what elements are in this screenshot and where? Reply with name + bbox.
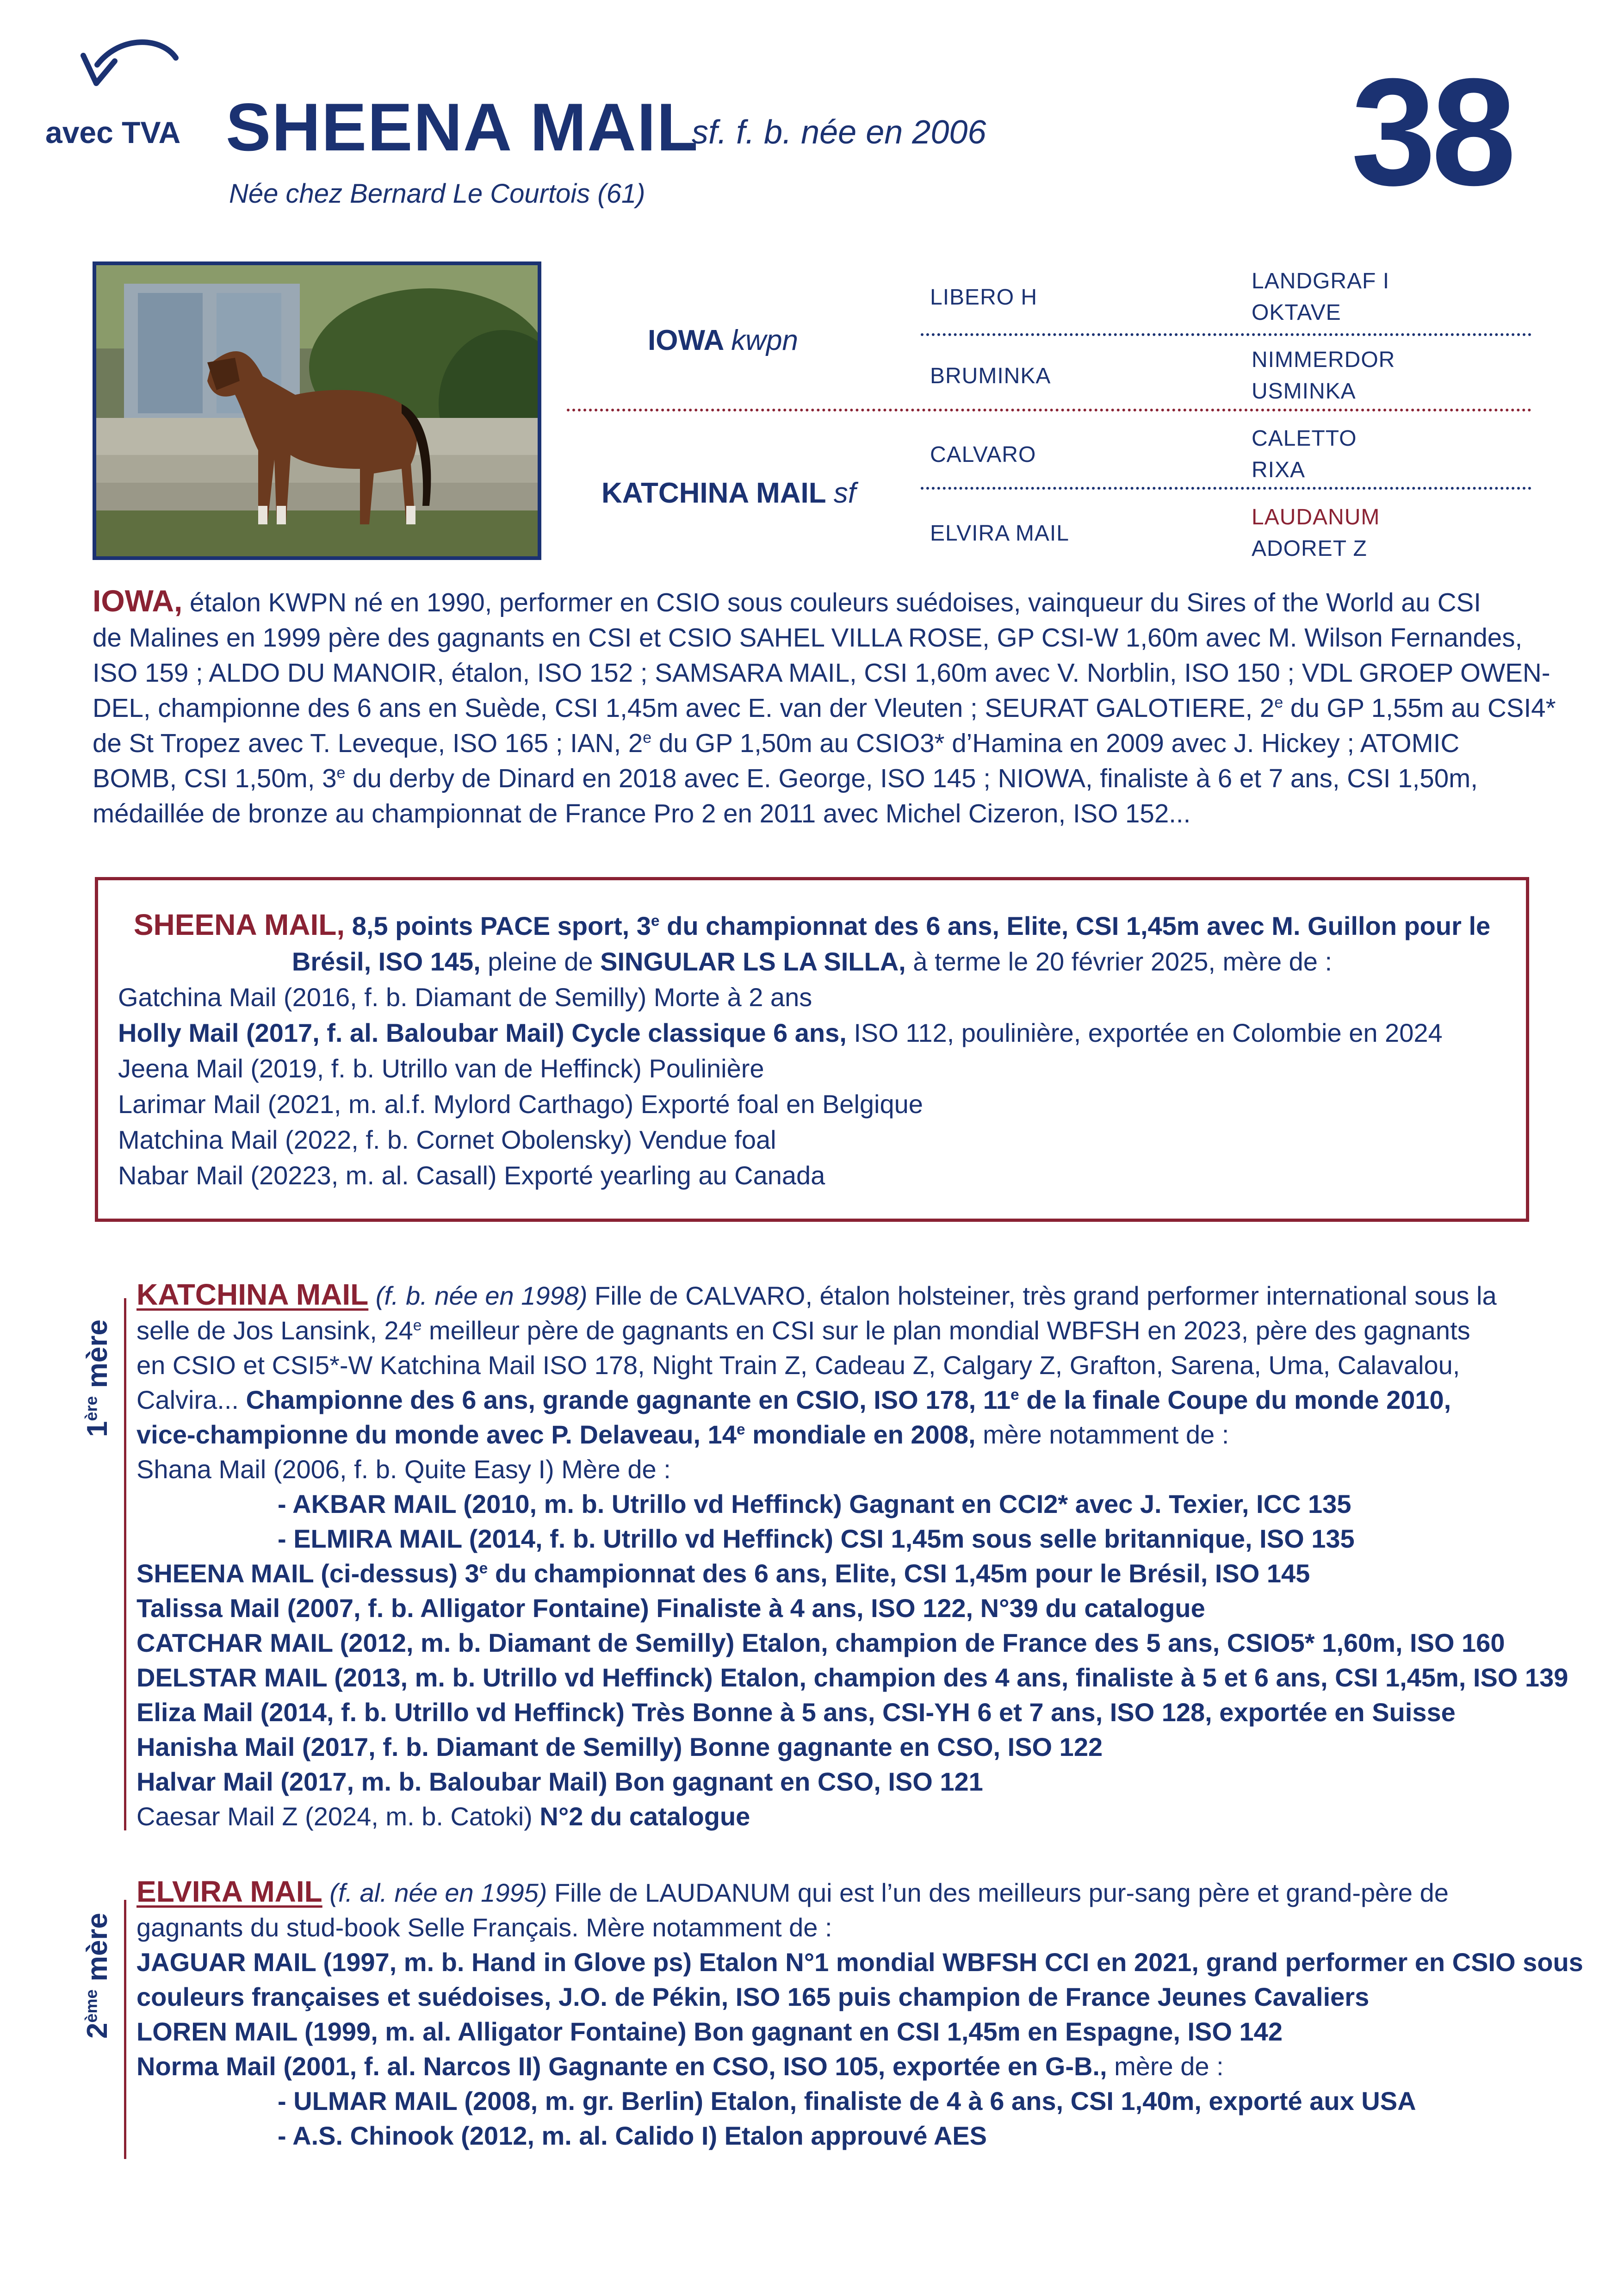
pedigree-great-grandparent: OKTAVE — [1252, 300, 1341, 325]
pedigree-great-grandparent: USMINKA — [1252, 379, 1356, 404]
pedigree-divider — [921, 333, 1531, 336]
pedigree-great-grandparent: NIMMERDOR — [1252, 348, 1395, 372]
pedigree-grandparent: BRUMINKA — [930, 364, 1051, 388]
pedigree-great-grandparent: RIXA — [1252, 458, 1306, 482]
second-dam-label: 2ème mère — [81, 1913, 113, 2039]
lot-number: 38 — [1351, 46, 1512, 217]
tva-label: avec TVA — [45, 115, 181, 149]
offspring-line: Larimar Mail (2021, m. al.f. Mylord Carthago) Exporté foal en Belgique — [118, 1089, 923, 1119]
page-title: SHEENA MAIL — [226, 89, 699, 165]
pedigree-great-grandparent: LANDGRAF I — [1252, 269, 1390, 293]
pedigree-grandparent: CALVARO — [930, 442, 1036, 467]
horse-photo-illustration — [96, 265, 538, 556]
second-dam-bar — [124, 1900, 126, 2159]
breeder-line: Née chez Bernard Le Courtois (61) — [229, 179, 645, 209]
pedigree-great-grandparent: LAUDANUM — [1252, 505, 1380, 529]
offspring-line: Jeena Mail (2019, f. b. Utrillo van de Heffinck) Poulinière — [118, 1054, 764, 1083]
second-dam-section: ELVIRA MAIL (f. al. née en 1995) Fille de LAUDANUM qui est l’un des meilleurs pur-sang père et grand-père de gagnants du stud-book Selle Français. Mère notamment de : JAGUAR MAIL (1997, m. b. Hand in Glove ps) Etalon N°1 mondial WBFSH CCI en 2021, grand performer en CSIO sous couleurs françaises et suédoises, J.O. de Pékin, ISO 165 puis champion de France Jeunes Cavaliers LOREN MAIL (1999, m. al. Alligator Fontaine) Bon gagnant en CSI 1,45m en Espagne, ISO 142 Norma Mail (2001, f. al. Narcos II) Gagnante en CSO, ISO 105, exportée en G-B., mère de : - ULMAR MAIL (2008, m. gr. Berlin) Etalon, finaliste de 4 à 6 ans, CSI 1,40m, exporté aux USA - A.S. Chinook (2012, m. al. Calido I) Etalon approuvé AES — [136, 1875, 1583, 2150]
first-dam-section: KATCHINA MAIL (f. b. née en 1998) Fille de CALVARO, étalon holsteiner, très grand performer international sous la selle de Jos Lansink, 24e meilleur père de gagnants en CSI sur le plan mondial WBFSH en 2023, père des gagnants en CSIO et CSI5*-W Katchina Mail ISO 178, Night Train Z, Cadeau Z, Calgary Z, Grafton, Sarena, Uma, Calavalou, Calvira... Championne des 6 ans, grande gagnante en CSIO, ISO 178, 11e de la finale Coupe du monde 2010, vice-championne du monde avec P. Delaveau, 14e mondiale en 2008, mère notamment de : Shana Mail (2006, f. b. Quite Easy I) Mère de : - AKBAR MAIL (2010, m. b. Utrillo vd Heffinck) Gagnant en CCI2* avec J. Texier, ICC 135 - ELMIRA MAIL (2014, f. b. Utrillo vd Heffinck) CSI 1,45m sous selle britannique, ISO 135 SHEENA MAIL (ci-dessus) 3e du championnat des 6 ans, Elite, CSI 1,45m pour le Brésil, ISO 145 Talissa Mail (2007, f. b. Alligator Fontaine) Finaliste à 4 ans, ISO 122, N°39 du catalogue CATCHAR MAIL (2012, m. b. Diamant de Semilly) Etalon, champion de France des 5 ans, CSIO5* 1,60m, ISO 160 DELSTAR MAIL (2013, m. b. Utrillo vd Heffinck) Etalon, champion des 4 ans, finaliste à 5 et 6 ans, CSI 1,45m, ISO 139 Eliza Mail (2014, f. b. Utrillo vd Heffinck) Très Bonne à 5 ans, CSI-YH 6 et 7 ans, ISO 128, exportée en Suisse Hanisha Mail (2017, f. b. Diamant de Semilly) Bonne gagnante en CSO, ISO 122 Halvar Mail (2017, m. b. Baloubar Mail) Bon gagnant en CSO, ISO 121 Caesar Mail Z (2024, m. b. Catoki) N°2 du catalogue — [136, 1278, 1568, 1831]
pedigree-main-divider — [567, 409, 1531, 411]
offspring-line: Holly Mail (2017, f. al. Baloubar Mail) Cycle classique 6 ans, ISO 112, poulinière, exportée en Colombie en 2024 — [118, 1018, 1443, 1047]
curved-arrow-icon — [69, 32, 190, 102]
offspring-line: Matchina Mail (2022, f. b. Cornet Obolensky) Vendue foal — [118, 1125, 776, 1154]
first-dam-bar — [124, 1298, 126, 1830]
pedigree-sire: IOWA kwpn — [648, 324, 799, 356]
pedigree-grandparent: LIBERO H — [930, 285, 1038, 310]
horse-description: sf. f. b. née en 2006 — [692, 114, 986, 151]
first-dam-label: 1ère mère — [81, 1319, 113, 1437]
sire-description: IOWA, étalon KWPN né en 1990, performer en CSIO sous couleurs suédoises, vainqueur du Sires of the World au CSI de Malines en 1999 père des gagnants en CSI et CSIO SAHEL VILLA ROSE, GP CSI-W 1,60m avec M. Wilson Fernandes, ISO 159 ; ALDO DU MANOIR, étalon, ISO 152 ; SAMSARA MAIL, CSI 1,60m avec V. Norblin, ISO 150 ; VDL GROEP OWEN- DEL, championne des 6 ans en Suède, CSI 1,45m avec E. van der Vleuten ; SEURAT GALOTIERE, 2e du GP 1,55m au CSI4* de St Tropez avec T. Leveque, ISO 165 ; IAN, 2e du GP 1,50m au CSIO3* d’Hamina en 2009 avec J. Hickey ; ATOMIC BOMB, CSI 1,50m, 3e du derby de Dinard en 2018 avec E. George, ISO 145 ; NIOWA, finaliste à 6 et 7 ans, CSI 1,50m, médaillée de bronze au championnat de France Pro 2 en 2011 avec Michel Cizeron, ISO 152... — [93, 584, 1556, 828]
offspring-line: Nabar Mail (20223, m. al. Casall) Exporté yearling au Canada — [118, 1161, 825, 1190]
offspring-line: Gatchina Mail (2016, f. b. Diamant de Semilly) Morte à 2 ans — [118, 983, 812, 1012]
pedigree-great-grandparent: CALETTO — [1252, 426, 1357, 451]
pedigree-great-grandparent: ADORET Z — [1252, 536, 1367, 561]
first-dam-name: KATCHINA MAIL — [136, 1278, 369, 1311]
horse-summary-content: SHEENA MAIL, 8,5 points PACE sport, 3e du championnat des 6 ans, Elite, CSI 1,45m avec M. Guillon pour le Brésil, ISO 145, pleine de SINGULAR LS LA SILLA, à terme le 20 février 2025, mère de : Gatchina Mail (2016, f. b. Diamant de Semilly) Morte à 2 ans Holly Mail (2017, f. al. Baloubar Mail) Cycle classique 6 ans, ISO 112, poulinière, exportée en Colombie en 2024 Jeena Mail (2019, f. b. Utrillo van de Heffinck) Poulinière Larimar Mail (2021, m. al.f. Mylord Carthago) Exporté foal en Belgique Matchina Mail (2022, f. b. Cornet Obolensky) Vendue foal Nabar Mail (20223, m. al. Casall) Exporté yearling au Canada — [118, 907, 1506, 1193]
pedigree-grandparent: ELVIRA MAIL — [930, 521, 1069, 546]
second-dam-name: ELVIRA MAIL — [136, 1875, 322, 1908]
horse-photo — [93, 261, 541, 560]
pedigree-divider — [921, 487, 1531, 490]
pedigree-dam: KATCHINA MAIL sf — [601, 477, 856, 509]
